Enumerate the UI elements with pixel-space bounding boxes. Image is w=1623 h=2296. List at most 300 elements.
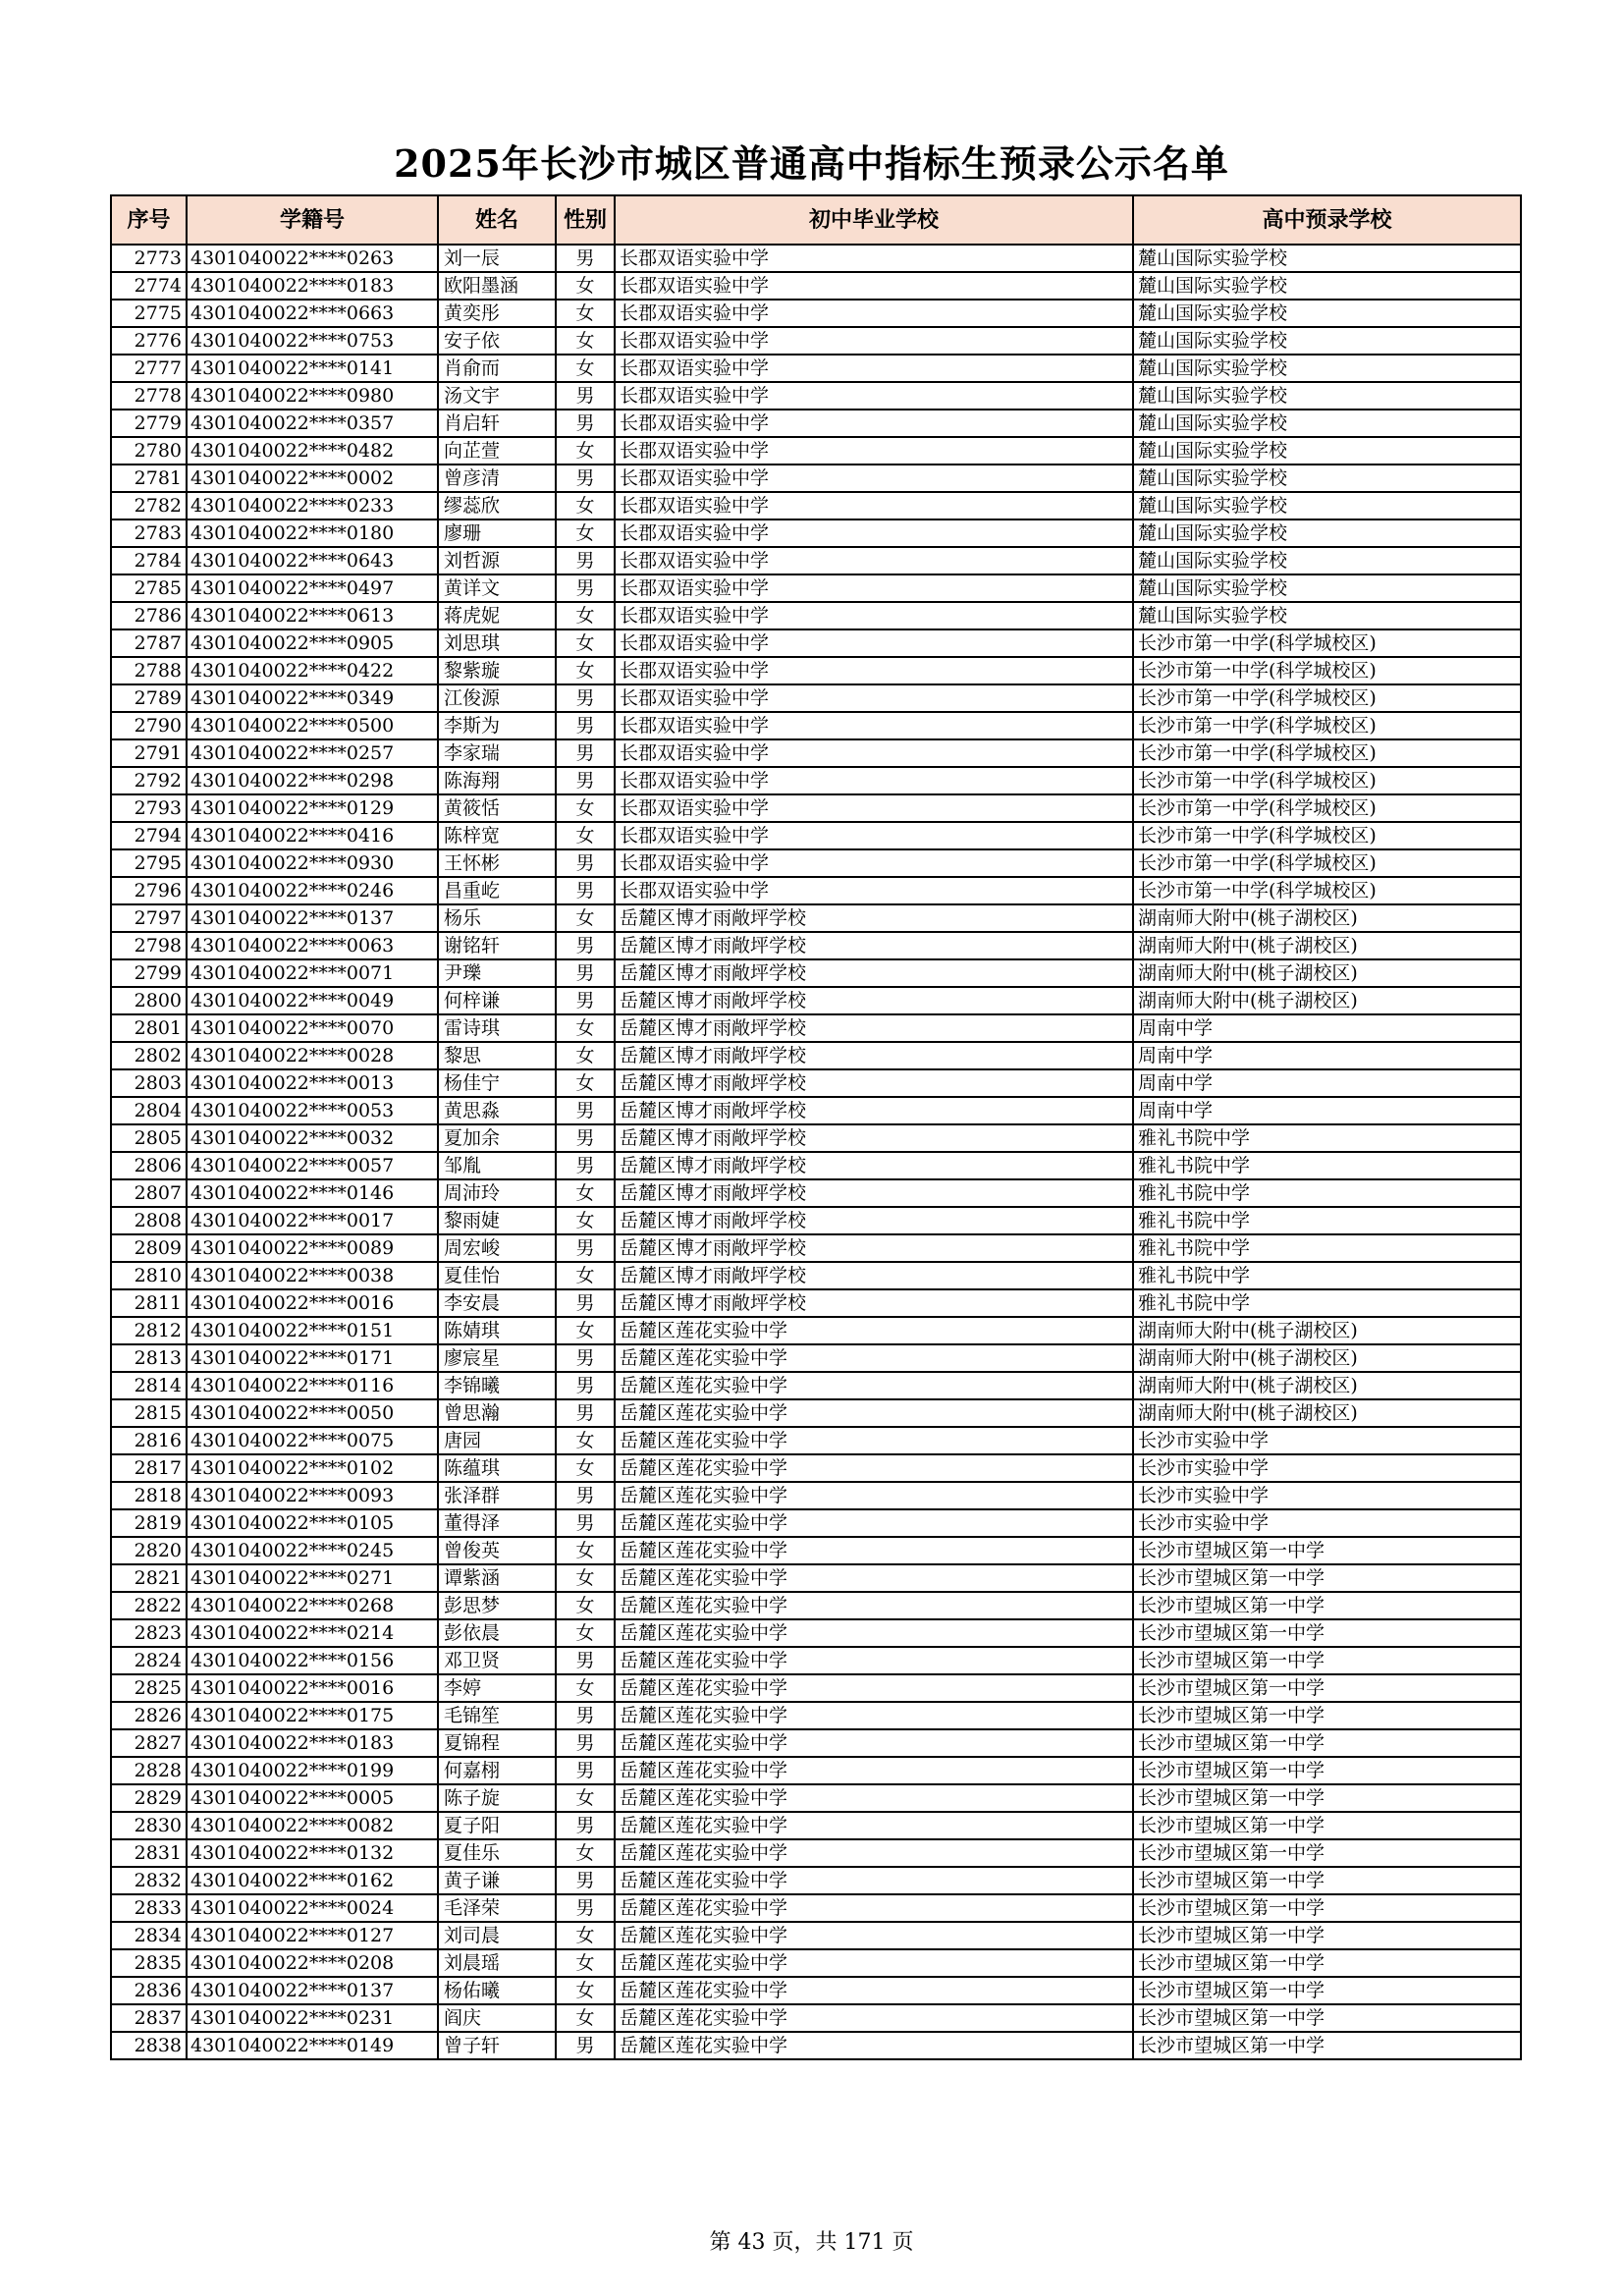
cell-name: 夏佳怡 [438, 1262, 556, 1289]
cell-student-id: 4301040022****0089 [187, 1234, 438, 1262]
cell-student-id: 4301040022****0257 [187, 739, 438, 767]
cell-gender: 男 [556, 1399, 615, 1427]
cell-no: 2789 [111, 684, 187, 712]
cell-student-id: 4301040022****0171 [187, 1344, 438, 1372]
cell-middle-school: 岳麓区莲花实验中学 [615, 1702, 1133, 1729]
cell-high-school: 湖南师大附中(桃子湖校区) [1133, 959, 1521, 987]
cell-gender: 男 [556, 684, 615, 712]
cell-gender: 女 [556, 1619, 615, 1647]
page-footer: 第 43 页，共 171 页 [709, 2230, 914, 2255]
table-row [111, 1509, 1521, 1537]
cell-high-school: 长沙市望城区第一中学 [1133, 1757, 1521, 1784]
cell-no: 2798 [111, 932, 187, 959]
cell-gender: 女 [556, 492, 615, 519]
cell-high-school: 长沙市望城区第一中学 [1133, 2004, 1521, 2032]
cell-no: 2829 [111, 1784, 187, 1812]
cell-middle-school: 长郡双语实验中学 [615, 410, 1133, 437]
cell-high-school: 长沙市望城区第一中学 [1133, 2032, 1521, 2059]
cell-name: 张泽群 [438, 1482, 556, 1509]
cell-name: 曾子轩 [438, 2032, 556, 2059]
cell-student-id: 4301040022****0024 [187, 1894, 438, 1922]
cell-no: 2837 [111, 2004, 187, 2032]
cell-name: 肖启轩 [438, 410, 556, 437]
table-row [111, 2032, 1521, 2059]
cell-high-school: 湖南师大附中(桃子湖校区) [1133, 904, 1521, 932]
cell-student-id: 4301040022****0613 [187, 602, 438, 629]
cell-name: 黄思淼 [438, 1097, 556, 1124]
cell-middle-school: 长郡双语实验中学 [615, 437, 1133, 465]
header-student-id: 学籍号 [187, 195, 438, 245]
cell-gender: 女 [556, 355, 615, 382]
cell-student-id: 4301040022****0156 [187, 1647, 438, 1674]
cell-name: 曾彦清 [438, 465, 556, 492]
cell-no: 2826 [111, 1702, 187, 1729]
table-row [111, 1124, 1521, 1152]
cell-name: 黄奕彤 [438, 300, 556, 327]
cell-name: 周宏峻 [438, 1234, 556, 1262]
cell-no: 2821 [111, 1564, 187, 1592]
cell-name: 何梓谦 [438, 987, 556, 1014]
cell-student-id: 4301040022****0016 [187, 1674, 438, 1702]
cell-high-school: 麓山国际实验学校 [1133, 602, 1521, 629]
cell-gender: 女 [556, 822, 615, 849]
cell-gender: 男 [556, 1867, 615, 1894]
cell-no: 2831 [111, 1839, 187, 1867]
cell-student-id: 4301040022****0151 [187, 1317, 438, 1344]
cell-middle-school: 长郡双语实验中学 [615, 355, 1133, 382]
cell-middle-school: 岳麓区莲花实验中学 [615, 1729, 1133, 1757]
table-row [111, 1839, 1521, 1867]
cell-no: 2790 [111, 712, 187, 739]
cell-gender: 男 [556, 1812, 615, 1839]
cell-gender: 男 [556, 245, 615, 272]
cell-high-school: 长沙市第一中学(科学城校区) [1133, 739, 1521, 767]
cell-high-school: 长沙市望城区第一中学 [1133, 1537, 1521, 1564]
cell-name: 董得泽 [438, 1509, 556, 1537]
cell-high-school: 雅礼书院中学 [1133, 1289, 1521, 1317]
cell-middle-school: 岳麓区莲花实验中学 [615, 1454, 1133, 1482]
header-no: 序号 [111, 195, 187, 245]
cell-middle-school: 岳麓区莲花实验中学 [615, 1977, 1133, 2004]
cell-gender: 女 [556, 1564, 615, 1592]
cell-name: 黄筱恬 [438, 794, 556, 822]
cell-high-school: 麓山国际实验学校 [1133, 547, 1521, 574]
header-row [111, 195, 1521, 245]
cell-name: 汤文宇 [438, 382, 556, 410]
cell-middle-school: 长郡双语实验中学 [615, 272, 1133, 300]
cell-middle-school: 岳麓区博才雨敞坪学校 [615, 987, 1133, 1014]
cell-student-id: 4301040022****0049 [187, 987, 438, 1014]
cell-student-id: 4301040022****0208 [187, 1949, 438, 1977]
cell-no: 2794 [111, 822, 187, 849]
table-row [111, 1344, 1521, 1372]
cell-gender: 女 [556, 437, 615, 465]
cell-gender: 男 [556, 1124, 615, 1152]
cell-middle-school: 岳麓区莲花实验中学 [615, 2032, 1133, 2059]
table-row [111, 355, 1521, 382]
cell-no: 2825 [111, 1674, 187, 1702]
cell-student-id: 4301040022****0002 [187, 465, 438, 492]
cell-high-school: 麓山国际实验学校 [1133, 382, 1521, 410]
cell-high-school: 长沙市第一中学(科学城校区) [1133, 629, 1521, 657]
cell-no: 2819 [111, 1509, 187, 1537]
cell-name: 陈梓宽 [438, 822, 556, 849]
cell-middle-school: 岳麓区莲花实验中学 [615, 1399, 1133, 1427]
cell-name: 王怀彬 [438, 849, 556, 877]
table-row [111, 629, 1521, 657]
cell-student-id: 4301040022****0175 [187, 1702, 438, 1729]
cell-high-school: 长沙市望城区第一中学 [1133, 1564, 1521, 1592]
cell-high-school: 长沙市第一中学(科学城校区) [1133, 657, 1521, 684]
cell-student-id: 4301040022****0357 [187, 410, 438, 437]
cell-middle-school: 长郡双语实验中学 [615, 877, 1133, 904]
cell-student-id: 4301040022****0231 [187, 2004, 438, 2032]
table-row [111, 1042, 1521, 1069]
cell-gender: 女 [556, 1949, 615, 1977]
cell-middle-school: 岳麓区博才雨敞坪学校 [615, 904, 1133, 932]
cell-gender: 男 [556, 1152, 615, 1179]
cell-name: 何嘉栩 [438, 1757, 556, 1784]
table-row [111, 1922, 1521, 1949]
cell-middle-school: 长郡双语实验中学 [615, 519, 1133, 547]
cell-student-id: 4301040022****0349 [187, 684, 438, 712]
cell-no: 2802 [111, 1042, 187, 1069]
cell-middle-school: 长郡双语实验中学 [615, 465, 1133, 492]
cell-no: 2791 [111, 739, 187, 767]
cell-no: 2833 [111, 1894, 187, 1922]
cell-student-id: 4301040022****0141 [187, 355, 438, 382]
cell-student-id: 4301040022****0298 [187, 767, 438, 794]
table-row [111, 684, 1521, 712]
cell-middle-school: 岳麓区莲花实验中学 [615, 1317, 1133, 1344]
cell-middle-school: 长郡双语实验中学 [615, 492, 1133, 519]
cell-gender: 女 [556, 904, 615, 932]
cell-no: 2818 [111, 1482, 187, 1509]
table-row [111, 574, 1521, 602]
cell-no: 2807 [111, 1179, 187, 1207]
cell-student-id: 4301040022****0013 [187, 1069, 438, 1097]
cell-name: 黄子谦 [438, 1867, 556, 1894]
cell-name: 雷诗琪 [438, 1014, 556, 1042]
table-row [111, 1069, 1521, 1097]
cell-high-school: 长沙市第一中学(科学城校区) [1133, 877, 1521, 904]
cell-middle-school: 岳麓区莲花实验中学 [615, 1592, 1133, 1619]
cell-student-id: 4301040022****0233 [187, 492, 438, 519]
cell-student-id: 4301040022****0050 [187, 1399, 438, 1427]
cell-high-school: 长沙市第一中学(科学城校区) [1133, 767, 1521, 794]
cell-no: 2775 [111, 300, 187, 327]
cell-middle-school: 岳麓区莲花实验中学 [615, 1922, 1133, 1949]
cell-no: 2784 [111, 547, 187, 574]
cell-name: 邹胤 [438, 1152, 556, 1179]
cell-middle-school: 岳麓区博才雨敞坪学校 [615, 1289, 1133, 1317]
table-row [111, 602, 1521, 629]
cell-student-id: 4301040022****0137 [187, 1977, 438, 2004]
cell-name: 尹瓅 [438, 959, 556, 987]
cell-student-id: 4301040022****0075 [187, 1427, 438, 1454]
cell-middle-school: 长郡双语实验中学 [615, 602, 1133, 629]
cell-high-school: 湖南师大附中(桃子湖校区) [1133, 1372, 1521, 1399]
cell-no: 2788 [111, 657, 187, 684]
header-high-school: 高中预录学校 [1133, 195, 1521, 245]
cell-high-school: 雅礼书院中学 [1133, 1262, 1521, 1289]
table-row [111, 657, 1521, 684]
cell-name: 夏加余 [438, 1124, 556, 1152]
cell-middle-school: 岳麓区博才雨敞坪学校 [615, 1069, 1133, 1097]
table-row [111, 1564, 1521, 1592]
cell-gender: 男 [556, 574, 615, 602]
cell-gender: 男 [556, 2032, 615, 2059]
cell-student-id: 4301040022****0268 [187, 1592, 438, 1619]
cell-gender: 女 [556, 519, 615, 547]
cell-gender: 男 [556, 1894, 615, 1922]
cell-middle-school: 长郡双语实验中学 [615, 300, 1133, 327]
cell-middle-school: 长郡双语实验中学 [615, 712, 1133, 739]
cell-student-id: 4301040022****0422 [187, 657, 438, 684]
cell-name: 夏锦程 [438, 1729, 556, 1757]
cell-student-id: 4301040022****0038 [187, 1262, 438, 1289]
cell-no: 2814 [111, 1372, 187, 1399]
cell-gender: 女 [556, 1042, 615, 1069]
cell-no: 2809 [111, 1234, 187, 1262]
cell-high-school: 长沙市第一中学(科学城校区) [1133, 684, 1521, 712]
cell-no: 2782 [111, 492, 187, 519]
cell-gender: 男 [556, 1289, 615, 1317]
cell-student-id: 4301040022****0930 [187, 849, 438, 877]
cell-name: 李家瑞 [438, 739, 556, 767]
cell-name: 谭紫涵 [438, 1564, 556, 1592]
cell-high-school: 麓山国际实验学校 [1133, 465, 1521, 492]
cell-student-id: 4301040022****0016 [187, 1289, 438, 1317]
cell-middle-school: 岳麓区莲花实验中学 [615, 1867, 1133, 1894]
cell-middle-school: 岳麓区莲花实验中学 [615, 1839, 1133, 1867]
cell-gender: 男 [556, 547, 615, 574]
cell-high-school: 长沙市望城区第一中学 [1133, 1647, 1521, 1674]
cell-student-id: 4301040022****0180 [187, 519, 438, 547]
cell-high-school: 麓山国际实验学校 [1133, 355, 1521, 382]
cell-high-school: 湖南师大附中(桃子湖校区) [1133, 1399, 1521, 1427]
cell-high-school: 长沙市第一中学(科学城校区) [1133, 849, 1521, 877]
cell-middle-school: 岳麓区莲花实验中学 [615, 2004, 1133, 2032]
cell-no: 2787 [111, 629, 187, 657]
cell-gender: 男 [556, 712, 615, 739]
table-row [111, 794, 1521, 822]
cell-gender: 男 [556, 877, 615, 904]
cell-high-school: 长沙市望城区第一中学 [1133, 1702, 1521, 1729]
cell-gender: 女 [556, 1454, 615, 1482]
cell-student-id: 4301040022****0980 [187, 382, 438, 410]
cell-student-id: 4301040022****0005 [187, 1784, 438, 1812]
table-row [111, 1757, 1521, 1784]
table-row [111, 1014, 1521, 1042]
cell-high-school: 麓山国际实验学校 [1133, 437, 1521, 465]
table-row [111, 382, 1521, 410]
table-row [111, 492, 1521, 519]
cell-high-school: 长沙市望城区第一中学 [1133, 1922, 1521, 1949]
cell-no: 2817 [111, 1454, 187, 1482]
cell-gender: 女 [556, 1839, 615, 1867]
cell-middle-school: 长郡双语实验中学 [615, 849, 1133, 877]
cell-student-id: 4301040022****0497 [187, 574, 438, 602]
table-row [111, 1207, 1521, 1234]
cell-middle-school: 岳麓区莲花实验中学 [615, 1482, 1133, 1509]
cell-name: 黎雨婕 [438, 1207, 556, 1234]
cell-no: 2795 [111, 849, 187, 877]
cell-student-id: 4301040022****0263 [187, 245, 438, 272]
table-body [111, 245, 1521, 2059]
page-title: 2025年长沙市城区普通高中指标生预录公示名单 [394, 141, 1229, 186]
cell-middle-school: 岳麓区博才雨敞坪学校 [615, 932, 1133, 959]
cell-high-school: 长沙市望城区第一中学 [1133, 1674, 1521, 1702]
cell-middle-school: 岳麓区博才雨敞坪学校 [615, 959, 1133, 987]
cell-gender: 男 [556, 410, 615, 437]
cell-gender: 女 [556, 657, 615, 684]
cell-gender: 男 [556, 1509, 615, 1537]
cell-student-id: 4301040022****0500 [187, 712, 438, 739]
table-row [111, 2004, 1521, 2032]
table-row [111, 767, 1521, 794]
cell-high-school: 麓山国际实验学校 [1133, 410, 1521, 437]
cell-gender: 男 [556, 849, 615, 877]
cell-no: 2786 [111, 602, 187, 629]
cell-middle-school: 岳麓区博才雨敞坪学校 [615, 1262, 1133, 1289]
table-row [111, 1399, 1521, 1427]
table-row [111, 327, 1521, 355]
cell-middle-school: 长郡双语实验中学 [615, 794, 1133, 822]
cell-high-school: 麓山国际实验学校 [1133, 327, 1521, 355]
cell-gender: 女 [556, 1674, 615, 1702]
cell-name: 缪蕊欣 [438, 492, 556, 519]
cell-name: 廖珊 [438, 519, 556, 547]
table-row [111, 1894, 1521, 1922]
cell-student-id: 4301040022****0482 [187, 437, 438, 465]
cell-middle-school: 岳麓区莲花实验中学 [615, 1949, 1133, 1977]
table-row [111, 1454, 1521, 1482]
cell-student-id: 4301040022****0093 [187, 1482, 438, 1509]
cell-gender: 女 [556, 1069, 615, 1097]
cell-name: 毛泽荣 [438, 1894, 556, 1922]
cell-student-id: 4301040022****0063 [187, 932, 438, 959]
cell-high-school: 周南中学 [1133, 1069, 1521, 1097]
cell-name: 邓卫贤 [438, 1647, 556, 1674]
cell-high-school: 长沙市望城区第一中学 [1133, 1784, 1521, 1812]
table-row [111, 245, 1521, 272]
cell-name: 黎思 [438, 1042, 556, 1069]
cell-name: 蒋虎妮 [438, 602, 556, 629]
cell-no: 2813 [111, 1344, 187, 1372]
cell-gender: 男 [556, 1757, 615, 1784]
cell-gender: 男 [556, 382, 615, 410]
cell-name: 彭思梦 [438, 1592, 556, 1619]
cell-no: 2808 [111, 1207, 187, 1234]
cell-no: 2816 [111, 1427, 187, 1454]
cell-name: 陈海翔 [438, 767, 556, 794]
cell-student-id: 4301040022****0183 [187, 272, 438, 300]
table-row [111, 1317, 1521, 1344]
table-row [111, 712, 1521, 739]
cell-student-id: 4301040022****0246 [187, 877, 438, 904]
cell-name: 李安晨 [438, 1289, 556, 1317]
cell-no: 2783 [111, 519, 187, 547]
cell-student-id: 4301040022****0070 [187, 1014, 438, 1042]
cell-name: 刘哲源 [438, 547, 556, 574]
cell-middle-school: 岳麓区莲花实验中学 [615, 1674, 1133, 1702]
cell-gender: 女 [556, 1592, 615, 1619]
cell-no: 2822 [111, 1592, 187, 1619]
table-row [111, 1647, 1521, 1674]
cell-middle-school: 岳麓区博才雨敞坪学校 [615, 1179, 1133, 1207]
cell-high-school: 雅礼书院中学 [1133, 1179, 1521, 1207]
table-row [111, 1949, 1521, 1977]
table-row [111, 1977, 1521, 2004]
cell-middle-school: 岳麓区博才雨敞坪学校 [615, 1042, 1133, 1069]
cell-gender: 女 [556, 300, 615, 327]
table-row [111, 1784, 1521, 1812]
cell-name: 夏佳乐 [438, 1839, 556, 1867]
cell-middle-school: 长郡双语实验中学 [615, 684, 1133, 712]
cell-gender: 女 [556, 327, 615, 355]
cell-high-school: 麓山国际实验学校 [1133, 245, 1521, 272]
cell-name: 陈子旋 [438, 1784, 556, 1812]
cell-no: 2812 [111, 1317, 187, 1344]
cell-high-school: 长沙市望城区第一中学 [1133, 1977, 1521, 2004]
table-row [111, 1179, 1521, 1207]
cell-student-id: 4301040022****0245 [187, 1537, 438, 1564]
cell-no: 2796 [111, 877, 187, 904]
cell-gender: 女 [556, 2004, 615, 2032]
cell-high-school: 长沙市望城区第一中学 [1133, 1894, 1521, 1922]
cell-student-id: 4301040022****0053 [187, 1097, 438, 1124]
table-row [111, 1674, 1521, 1702]
cell-no: 2803 [111, 1069, 187, 1097]
cell-gender: 男 [556, 1482, 615, 1509]
cell-student-id: 4301040022****0214 [187, 1619, 438, 1647]
cell-student-id: 4301040022****0132 [187, 1839, 438, 1867]
cell-middle-school: 岳麓区莲花实验中学 [615, 1812, 1133, 1839]
cell-name: 阎庆 [438, 2004, 556, 2032]
cell-name: 毛锦笙 [438, 1702, 556, 1729]
cell-name: 唐园 [438, 1427, 556, 1454]
cell-middle-school: 长郡双语实验中学 [615, 629, 1133, 657]
cell-middle-school: 岳麓区莲花实验中学 [615, 1372, 1133, 1399]
cell-middle-school: 岳麓区莲花实验中学 [615, 1344, 1133, 1372]
cell-name: 李斯为 [438, 712, 556, 739]
cell-name: 黎紫璇 [438, 657, 556, 684]
cell-no: 2797 [111, 904, 187, 932]
cell-high-school: 长沙市实验中学 [1133, 1427, 1521, 1454]
cell-no: 2815 [111, 1399, 187, 1427]
cell-middle-school: 岳麓区博才雨敞坪学校 [615, 1097, 1133, 1124]
cell-gender: 男 [556, 1097, 615, 1124]
cell-name: 刘司晨 [438, 1922, 556, 1949]
cell-middle-school: 岳麓区莲花实验中学 [615, 1619, 1133, 1647]
cell-no: 2774 [111, 272, 187, 300]
cell-name: 杨佑曦 [438, 1977, 556, 2004]
cell-middle-school: 长郡双语实验中学 [615, 574, 1133, 602]
cell-gender: 男 [556, 1729, 615, 1757]
table-row [111, 822, 1521, 849]
header-middle-school: 初中毕业学校 [615, 195, 1133, 245]
cell-gender: 男 [556, 1702, 615, 1729]
cell-gender: 女 [556, 1262, 615, 1289]
cell-middle-school: 岳麓区莲花实验中学 [615, 1427, 1133, 1454]
cell-name: 江俊源 [438, 684, 556, 712]
table-row [111, 272, 1521, 300]
cell-no: 2781 [111, 465, 187, 492]
cell-student-id: 4301040022****0183 [187, 1729, 438, 1757]
cell-name: 杨乐 [438, 904, 556, 932]
cell-name: 陈蕴琪 [438, 1454, 556, 1482]
